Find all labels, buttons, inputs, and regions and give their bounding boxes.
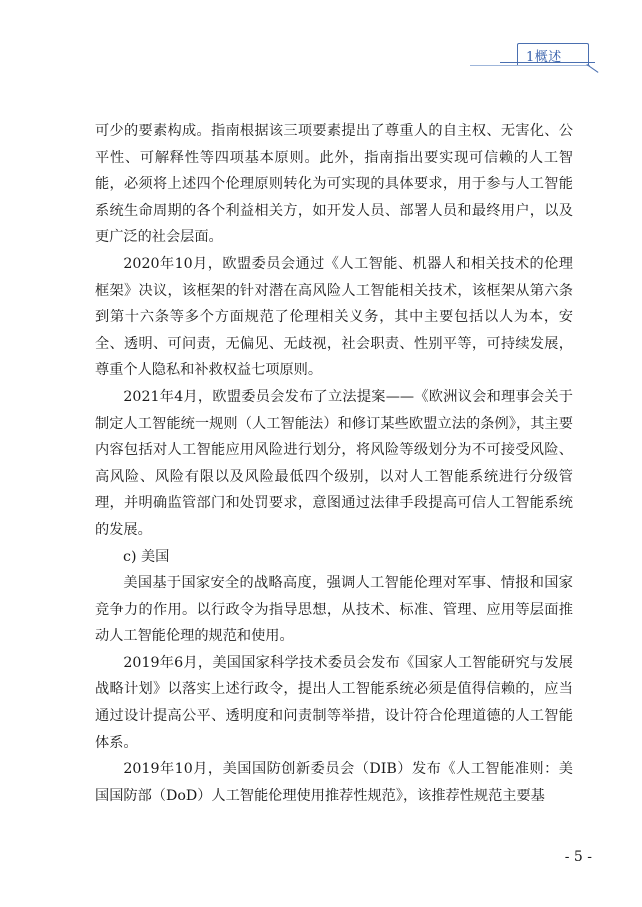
- paragraph-eu-2020: 2020年10月，欧盟委员会通过《人工智能、机器人和相关技术的伦理框架》决议，该框架的针对潜在高风险人工智能相关技术，该框架从第六条到第十六条等多个方面规范了伦理相关义务，其中主要包括以人为本，安全、透明、可问责，无偏见、无歧视，社会职责、性别平等，可持续发展，尊重个人隐私和补救权益七项原则。: [95, 255, 573, 379]
- body-text: [95, 118, 573, 809]
- running-header: [0, 40, 642, 80]
- paragraph-usa-2019-october: 2019年10月，美国国防创新委员会（DIB）发布《人工智能准则：美国国防部（DoD）人工智能伦理使用推荐性规范》，该推荐性规范主要基: [95, 761, 573, 804]
- paragraph-usa-overview: 美国基于国家安全的战略高度，强调人工智能伦理对军事、情报和国家竞争力的作用。以行政令为指导思想，从技术、标准、管理、应用等层面推动人工智能伦理的规范和使用。: [95, 575, 573, 645]
- header-tab-tail: [586, 64, 598, 73]
- section-title: 1概述: [526, 50, 562, 65]
- paragraph-continuation: 可少的要素构成。指南根据该三项要素提出了尊重人的自主权、无害化、公平性、可解释性等四项基本原则。此外，指南指出要实现可信赖的人工智能，必须将上述四个伦理原则转化为可实现的具体要求，用于参与人工智能系统生命周期的各个利益相关方，如开发人员、部署人员和最终用户，以及更广泛的社会层面。: [95, 123, 573, 246]
- paragraph-eu-2021: 2021年4月，欧盟委员会发布了立法提案——《欧洲议会和理事会关于制定人工智能统一规则（人工智能法）和修订某些欧盟立法的条例》，其主要内容包括对人工智能应用风险进行划分，将风险等级划分为不可接受风险、高风险、风险有限以及风险最低四个级别，以对人工智能系统进行分级管理，并明确监管部门和处罚要求，意图通过法律手段提高可信人工智能系统的发展。: [95, 388, 573, 538]
- page-number: - 5 -: [564, 849, 592, 865]
- subheading-usa: c) 美国: [123, 548, 170, 565]
- paragraph-usa-2019-june: 2019年6月，美国国家科学技术委员会发布《国家人工智能研究与发展战略计划》以落实上述行政令，提出人工智能系统必须是值得信赖的，应当通过设计提高公平、透明度和问责制等举措，设计符合伦理道德的人工智能体系。: [95, 654, 573, 751]
- header-rule-thin: [470, 65, 590, 66]
